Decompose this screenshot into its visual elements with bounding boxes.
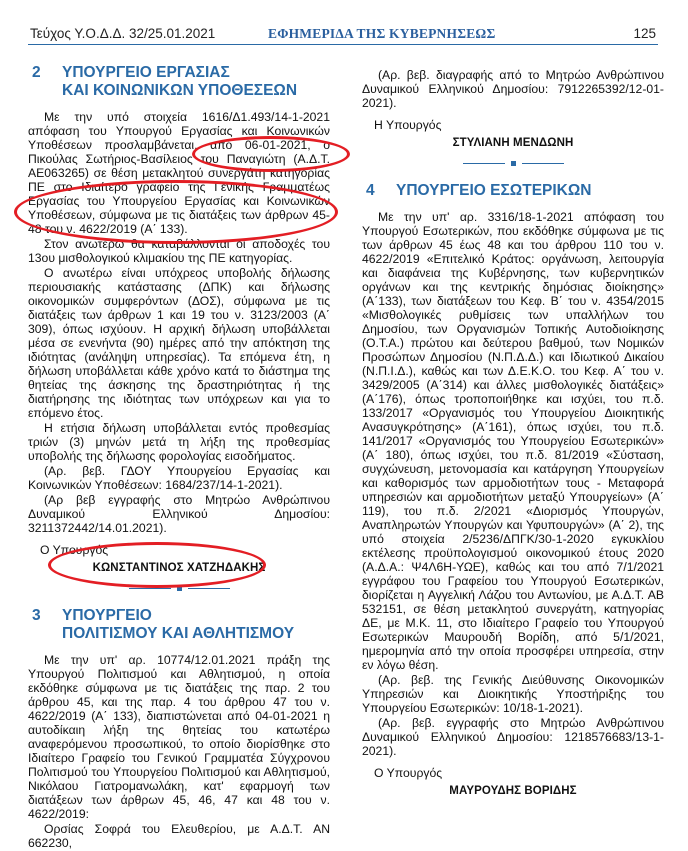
section-number: 4 xyxy=(366,182,375,199)
paragraph: (Αρ. βεβ. διαγραφής από το Μητρώο Ανθρώπινου Δυναμικού Ελληνικού Δημοσίου: 7912265392/12-01-2021). xyxy=(362,68,664,110)
signatory-role: Η Υπουργός xyxy=(374,118,442,132)
section-number: 3 xyxy=(32,607,41,624)
section-title-line: ΚΑΙ ΚΟΙΝΩΝΙΚΩΝ ΥΠΟΘΕΣΕΩΝ xyxy=(62,82,298,99)
signatory-name: ΜΑΥΡΟΥΔΗΣ ΒΟΡΙΔΗΣ xyxy=(449,785,577,797)
section-title-line: ΥΠΟΥΡΓΕΙΟ ΕΡΓΑΣΙΑΣ xyxy=(62,64,230,81)
page-number: 125 xyxy=(633,26,656,41)
signatory-role: Ο Υπουργός xyxy=(40,543,109,557)
paragraph: Με την υπ' αρ. 3316/18-1-2021 απόφαση του Υπουργού Εσωτερικών, που εκδόθηκε σύμφωνα με τις των άρθρων 45 έως 48 και του άρθρου 110 του ν. 4622/2019 «Επιτελικό Κράτος: οργάνωση, λειτουργία και διαφάνεια της Κυβέρνησης, των κυβερνητικών οργάνων και της κεντρικής δημόσιας διοίκησης» (Α΄133), των διατάξεων του Κεφ. Β΄ του ν. 4354/2015 «Μισθολογικές ρυθμίσεις των υπαλλήλων του Δημοσίου, των Οργανισμών Τοπικής Αυτοδιοίκησης (Ο.Τ.Α.) πρώτου και δεύτερου βαθμού, των Νομικών Προσώπων Δημοσίου (Ν.Π.Δ.Δ.) και Ιδιωτικού Δικαίου (Ν.Π.Ι.Δ.), καθώς και των Δ.Ε.Κ.Ο. του Κεφ. Α΄ του ν. 3429/2005 (Α΄314) και άλλες μισθολογικές διατάξεις» (Α΄176), όπως τροποποιήθηκε και ισχύει, του π.δ. 133/2017 «Οργανισμός του Υπουργείου Διοικητικής Ανασυγκρότησης» (Α΄161), όπως ισχύει, του π.δ. 141/2017 «Οργανισμός του Υπουργείου Εσωτερικών» (Α΄ 180), όπως ισχύει, του π.δ. 81/2019 «Σύσταση, συγχώνευση, μετονομασία και κατάργηση Υπουργείων και καθορισμός των αρμοδιοτήτων τους - Μεταφορά υπηρεσιών και αρμοδιοτήτων μεταξύ Υπουργείων» (Α΄ 119), του π.δ. 2/2021 «Διορισμός Υπουργών, Αναπληρωτών Υπουργών και Υφυπουργών» (Α΄ 2), της υπό στοιχεία 2/5236/ΔΠΓΚ/30-1-2020 εγκυκλίου εκτέλεσης προϋπολογισμού οικονομικού έτους 2020 (Α.Δ.Α.: Ψ4Λ6Η-ΥΩΕ), καθώς και του από 7/1/2021 εγγράφου του Γραφείου του Υπουργού Εσωτερικών, διορίζεται η Αγγελική Λάζου του Αντωνίου, με Α.Δ.Τ. ΑΒ 532151, σε θέση μετακλητού συνεργάτη, κατηγορίας ΔΕ, με Μ.Κ. 11, στο Ιδιαίτερο Γραφείο του Υπουργού Εσωτερικών Μαυρουδή Βορίδη, από 5/1/2021, ημερομηνία από την οποία προσφέρει υπηρεσία, στην εν λόγω θέση. xyxy=(362,210,664,672)
paragraph: (Αρ. βεβ. ΓΔΟΥ Υπουργείου Εργασίας και Κοινωνικών Υποθέσεων: 1684/237/14-1-2021). xyxy=(28,464,330,492)
section-number: 2 xyxy=(32,64,41,81)
signatory-name: ΣΤΥΛΙΑΝΗ ΜΕΝΔΩΝΗ xyxy=(452,137,574,149)
section-2-heading xyxy=(28,64,330,100)
paragraph: (Αρ βεβ εγγραφής στο Μητρώο Ανθρώπινου Δυναμικού Ελληνικού Δημοσίου: 3211372442/14.01.2021). xyxy=(28,493,330,535)
signatory-role: Ο Υπουργός xyxy=(374,766,443,780)
page-header xyxy=(28,26,658,45)
right-column xyxy=(362,68,664,804)
section-divider xyxy=(362,156,664,170)
section-title-line: ΥΠΟΥΡΓΕΙΟ ΕΣΩΤΕΡΙΚΩΝ xyxy=(396,182,592,199)
section-title-line: ΥΠΟΥΡΓΕΙΟ xyxy=(62,607,152,624)
paragraph: Ορσίας Σοφρά του Ελευθερίου, με Α.Δ.Τ. ΑΝ 662230, xyxy=(28,822,330,850)
issue-number: Τεύχος Υ.Ο.Δ.Δ. 32/25.01.2021 xyxy=(30,26,216,41)
paragraph: (Αρ. βεβ. της Γενικής Διεύθυνσης Οικονομικών Υπηρεσιών και Διοικητικής Υποστήριξης του Υπουργείου Εσωτερικών: 10/18-1-2021). xyxy=(362,673,664,715)
signatory-name: ΚΩΝΣΤΑΝΤΙΝΟΣ ΧΑΤΖΗΔΑΚΗΣ xyxy=(92,562,266,574)
section-4-heading xyxy=(362,182,664,200)
paragraph: Με την υπό στοιχεία 1616/Δ1.493/14-1-2021 απόφαση του Υπουργού Εργασίας και Κοινωνικών Υποθέσεων προσλαμβάνεται, από 06-01-2021, ο Πικούλας Σωτήριος-Βασίλειος του Παναγιώτη (Α.Δ.Τ. ΑΕ063265) σε θέση μετακλητού συνεργάτη κατηγορίας ΠΕ στο Ιδιαίτερο γραφείο της Γενικής Γραμματέως Εργασίας του Υπουργείου Εργασίας και Κοινωνικών Υποθέσεων, σύμφωνα με τις διατάξεις των άρθρων 45-48 του ν. 4622/2019 (Α΄ 133). xyxy=(28,110,330,236)
paragraph: Με την υπ' αρ. 10774/12.01.2021 πράξη της Υπουργού Πολιτισμού και Αθλητισμού, η οποία εκδόθηκε σύμφωνα με τις διατάξεις της παρ. 2 του άρθρου 45, και της παρ. 4 του άρθρου 47 του ν. 4622/2019 (Α΄ 133), διαπιστώνεται από 04-01-2021 η αυτοδίκαιη λήξη της θητείας του κατωτέρω αναφερόμενου προσωπικού, το οποίο διορίσθηκε στο Ιδιαίτερο Γραφείο του Γενικού Γραμματέα Σύγχρονου Πολιτισμού του Υπουργείου Πολιτισμού και Αθλητισμού, Νικόλαου Γιατρομανωλάκη, κατ' εφαρμογή των διατάξεων των άρθρων 45, 46, 47 και 48 του ν. 4622/2019: xyxy=(28,653,330,821)
paragraph: (Αρ. βεβ. εγγραφής στο Μητρώο Ανθρώπινου Δυναμικού Ελληνικού Δημοσίου: 1218576683/13-1-2021). xyxy=(362,716,664,758)
paragraph: Ο ανωτέρω είναι υπόχρεος υποβολής δήλωσης περιουσιακής κατάστασης (ΔΠΚ) και δήλωσης οικονομικών συμφερόντων (ΔΟΣ), σύμφωνα με τις διατάξεις των άρθρων 1 και 19 του ν. 3123/2003 (Α΄ 309), όπως ισχύουν. Η αρχική δήλωση υποβάλλεται μέσα σε ενενήντα (90) ημέρες από την απόκτηση της ιδιότητας (ανάληψη υπηρεσίας). Τα επόμενα έτη, η δήλωση υποβάλλεται κάθε χρόνο κατά το διάστημα της θητείας της άσκησης της δραστηριότητας ή της διατήρησης της ιδιότητας των υπόχρεων και για το επόμενο έτος. xyxy=(28,266,330,420)
paragraph: Η ετήσια δήλωση υποβάλλεται εντός προθεσμίας τριών (3) μηνών μετά τη λήξη της προθεσμίας υποβολής της δήλωσης φορολογίας εισοδήματος. xyxy=(28,421,330,463)
left-column xyxy=(28,64,330,851)
section-divider xyxy=(28,581,330,595)
section-3-heading xyxy=(28,607,330,643)
paragraph: Στον ανωτέρω θα καταβάλλονται οι αποδοχές του 13ου μισθολογικού κλιμακίου της ΠΕ κατηγορίας. xyxy=(28,237,330,265)
section-title-line: ΠΟΛΙΤΙΣΜΟΥ ΚΑΙ ΑΘΛΗΤΙΣΜΟΥ xyxy=(62,625,295,642)
gazette-title: ΕΦΗΜΕΡΙΔΑ ΤΗΣ ΚΥΒΕΡΝΗΣΕΩΣ xyxy=(268,26,496,41)
